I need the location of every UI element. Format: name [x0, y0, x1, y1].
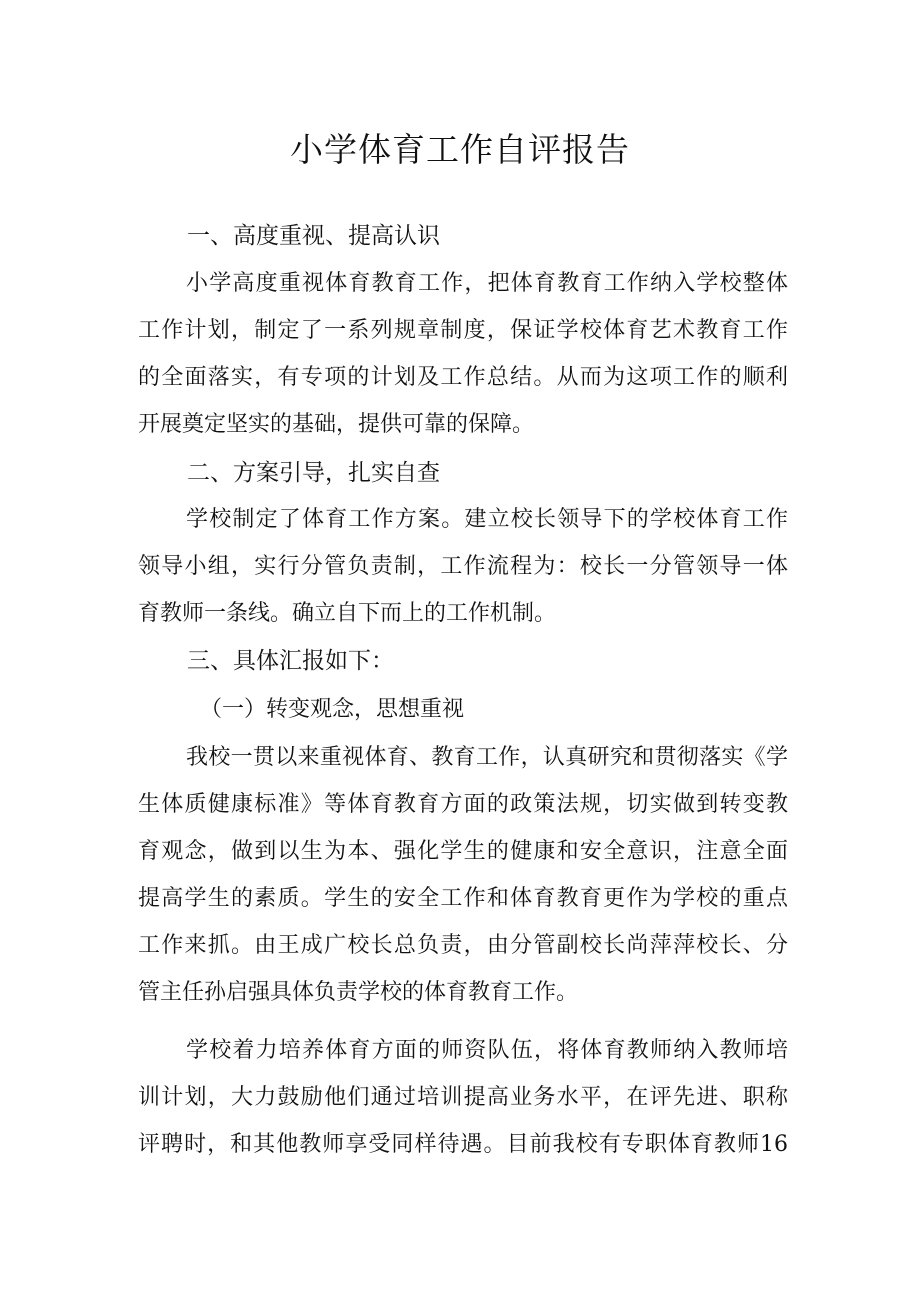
- paragraph-line: 我校一贯以来重视体育、教育工作，认真研究和贯彻落实《学: [186, 745, 788, 770]
- paragraph-line: 管主任孙启强具体负责学校的体育教育工作。: [138, 980, 579, 1005]
- paragraph-line: 工作来抓。由王成广校长总负责，由分管副校长尚萍萍校长、分: [138, 933, 788, 958]
- paragraph-line: 训计划，大力鼓励他们通过培训提高业务水平，在评先进、职称: [138, 1085, 788, 1110]
- paragraph-line: 开展奠定坚实的基础，提供可靠的保障。: [138, 412, 535, 437]
- paragraph-line: 的全面落实，有专项的计划及工作总结。从而为这项工作的顺利: [138, 365, 788, 390]
- section-heading-2: 二、方案引导，扎实自查: [187, 460, 440, 486]
- subsection-heading: （一）转变观念，思想重视: [200, 697, 465, 722]
- paragraph-line: 学校着力培养体育方面的师资队伍，将体育教师纳入教师培: [186, 1038, 788, 1063]
- paragraph-line: 育观念，做到以生为本、强化学生的健康和安全意识，注意全面: [138, 839, 788, 864]
- paragraph-line: 育教师一条线。确立自下而上的工作机制。: [138, 601, 557, 626]
- paragraph-line: 工作计划，制定了一系列规章制度，保证学校体育艺术教育工作: [138, 318, 788, 343]
- paragraph-line: 小学高度重视体育教育工作，把体育教育工作纳入学校整体: [186, 271, 788, 296]
- paragraph-line: 学校制定了体育工作方案。建立校长领导下的学校体育工作: [186, 507, 788, 532]
- paragraph-line: 提高学生的素质。学生的安全工作和体育教育更作为学校的重点: [138, 886, 788, 911]
- section-heading-3: 三、具体汇报如下：: [187, 648, 394, 674]
- section-heading-1: 一、高度重视、提高认识: [187, 223, 440, 249]
- paragraph-line: 生体质健康标准》等体育教育方面的政策法规，切实做到转变教: [138, 792, 788, 817]
- page-title: 小学体育工作自评报告: [290, 130, 630, 169]
- paragraph-line: 评聘时，和其他教师享受同样待遇。目前我校有专职体育教师16: [138, 1132, 788, 1157]
- paragraph-line: 领导小组，实行分管负责制，工作流程为：校长一分管领导一体: [138, 554, 788, 579]
